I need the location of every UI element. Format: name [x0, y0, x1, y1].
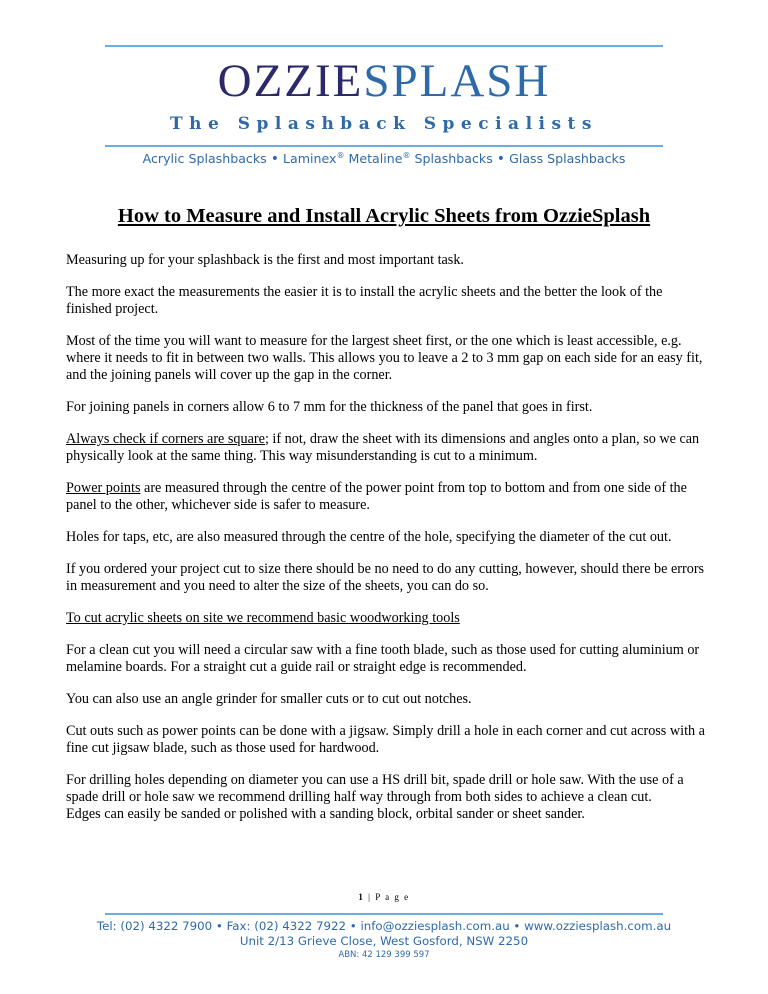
header-bottom-rule — [105, 145, 663, 147]
brand-part1: OZZIE — [217, 55, 364, 107]
corners-heading: Always check if corners are square — [66, 431, 265, 447]
page-title: How to Measure and Install Acrylic Sheets from OzzieSplash — [117, 205, 651, 227]
page-number — [0, 892, 768, 902]
brand-part2: SPLASH — [363, 55, 551, 107]
paragraph: For a clean cut you will need a circular saw with a fine tooth blade, such as those used for cutting aluminium or melamine boards. For a straight cut a guide rail or straight edge is recommended. — [66, 642, 700, 675]
brand-tagline: The Splashback Specialists — [170, 114, 598, 134]
power-points-heading: Power points — [66, 480, 141, 496]
product-glass: Glass Splashbacks — [509, 151, 626, 167]
paragraph: Edges can easily be sanded or polished with a sanding block, orbital sander or sheet sander. — [66, 806, 585, 822]
brand-logo — [0, 55, 768, 107]
cutting-heading: To cut acrylic sheets on site we recommend basic woodworking tools — [66, 610, 460, 626]
paragraph: For drilling holes depending on diameter you can use a HS drill bit, spade drill or hole saw. With the use of a spade drill or hole saw we recommend drilling half way through from both sides to achieve a clean cut. — [66, 772, 684, 805]
footer-address: Unit 2/13 Grieve Close, West Gosford, NSW 2250 — [239, 934, 529, 948]
paragraph: Cut outs such as power points can be done with a jigsaw. Simply drill a hole in each corner and cut across with a fine cut jigsaw blade, such as those used for hardwood. — [66, 723, 705, 756]
paragraph: If you ordered your project cut to size there should be no need to do any cutting, however, should there be errors in measurement and you need to alter the size of the sheets, you can do so. — [66, 561, 705, 594]
paragraph-power-points — [66, 480, 706, 514]
registered-mark: ® — [336, 151, 345, 160]
product-splashbacks: Splashbacks — [414, 151, 493, 167]
product-metaline: Metaline — [348, 151, 403, 167]
paragraph: For joining panels in corners allow 6 to 7 mm for the thickness of the panel that goes in first. — [66, 399, 593, 415]
paragraph: The more exact the measurements the easier it is to install the acrylic sheets and the better the look of the finished project. — [66, 284, 663, 317]
product-list — [0, 151, 768, 167]
footer-contact: Tel: (02) 4322 7900 • Fax: (02) 4322 7922 • info@ozziesplash.com.au • www.ozziesplash.com.au — [96, 919, 672, 933]
bullet-separator: • — [496, 151, 506, 168]
footer — [0, 919, 768, 962]
paragraph: You can also use an angle grinder for smaller cuts or to cut out notches. — [66, 691, 472, 707]
power-points-text: are measured through the centre of the power point from top to bottom and from one side of the panel to the other, whichever side is safer to measure. — [66, 480, 687, 513]
page-label: | P a g e — [364, 892, 410, 902]
header-top-rule — [105, 45, 663, 47]
corners-text: ; if not, draw the sheet with its dimensions and angles onto a plan, so we can physically look at the same thing. This way misunderstanding is cut to a minimum. — [66, 431, 700, 464]
paragraph: Most of the time you will want to measure for the largest sheet first, or the one which is least accessible, e.g. where it needs to fit in between two walls. This allows you to leave a 2 to 3 mm gap on each side for an easy fit, and the joining panels will cover up the gap in the corner. — [66, 333, 703, 383]
product-acrylic: Acrylic Splashbacks — [142, 151, 267, 167]
footer-abn: ABN: 42 129 399 597 — [338, 950, 430, 960]
document-body — [66, 252, 706, 838]
registered-mark: ® — [402, 151, 411, 160]
footer-rule — [105, 913, 663, 915]
paragraph-corners — [66, 431, 706, 465]
paragraph: Measuring up for your splashback is the first and most important task. — [66, 252, 464, 268]
page-number-value: 1 — [358, 892, 365, 902]
paragraph: Holes for taps, etc, are also measured through the centre of the hole, specifying the diameter of the cut out. — [66, 529, 672, 545]
bullet-separator: • — [270, 151, 279, 168]
product-laminex: Laminex — [283, 151, 337, 167]
